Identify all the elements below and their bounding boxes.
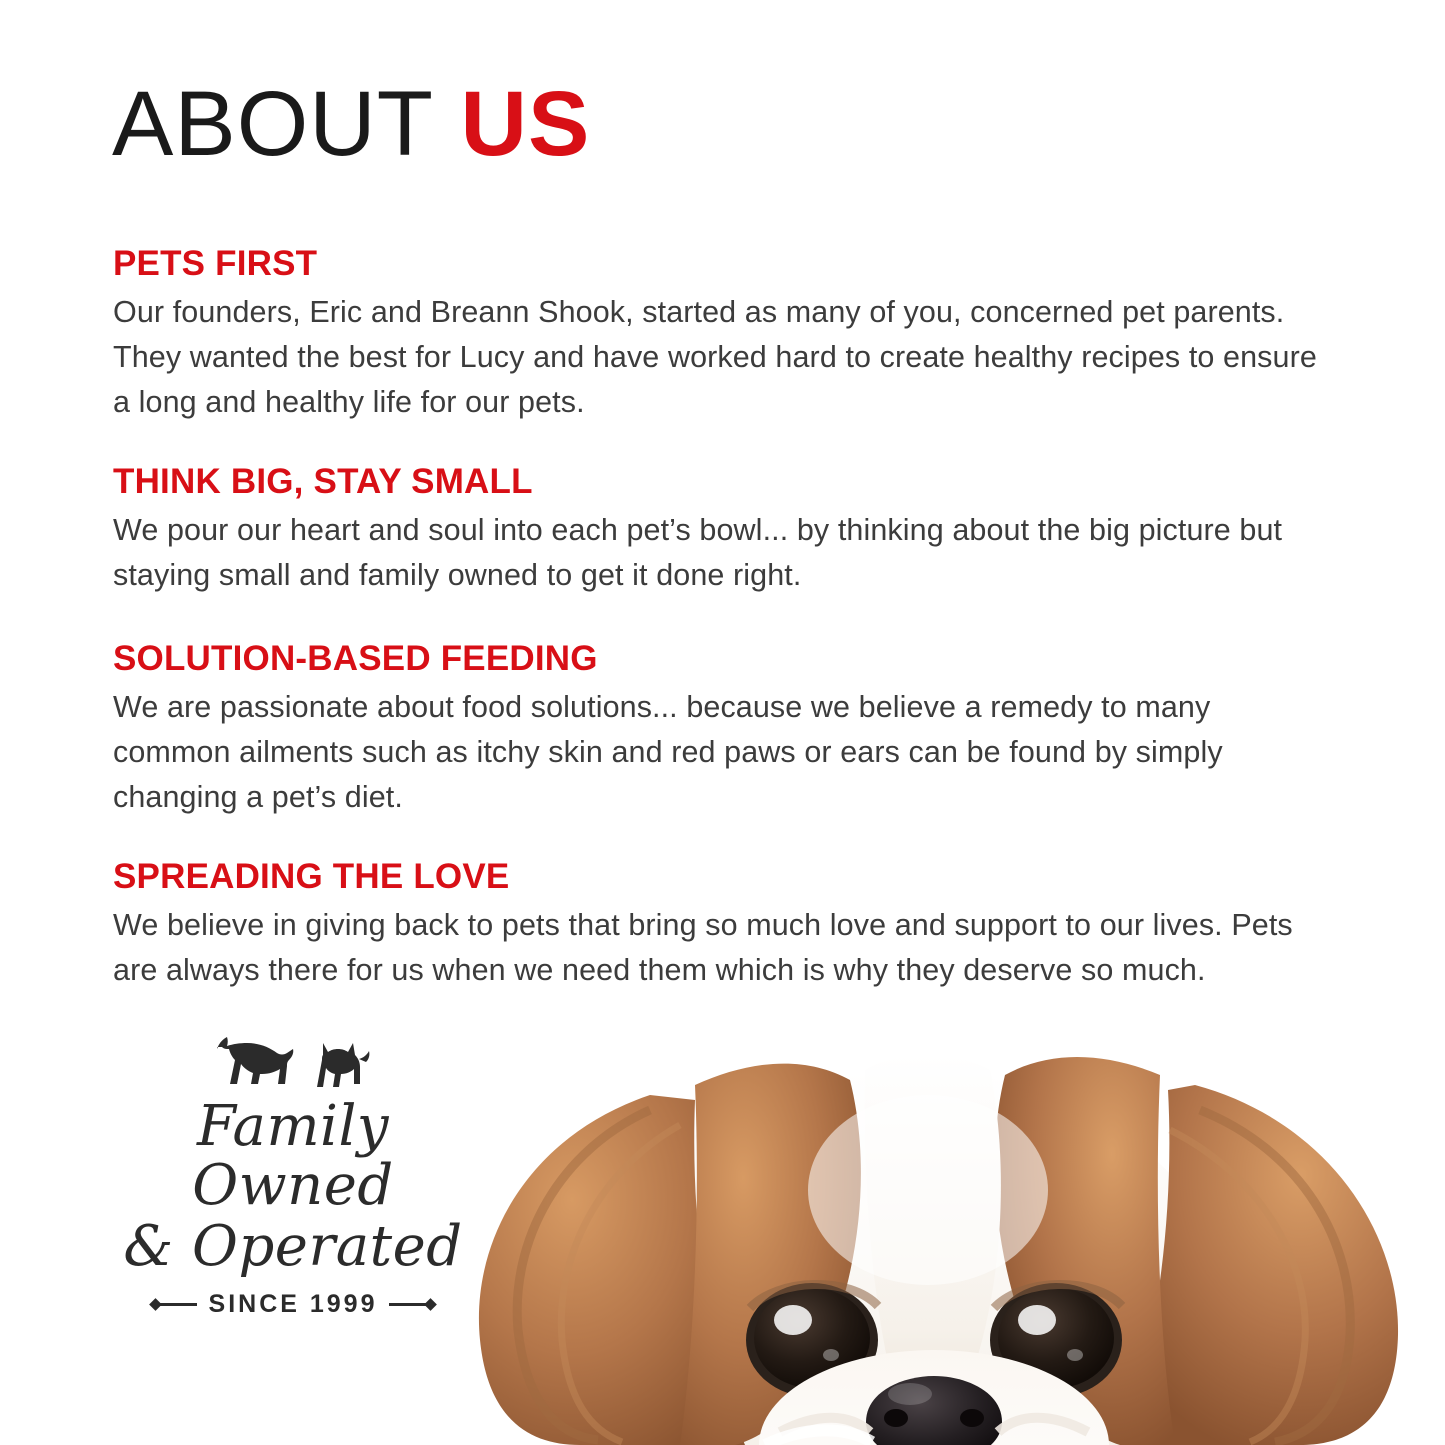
about-sections — [113, 243, 1328, 992]
section-solution-based-feeding — [113, 638, 1328, 820]
section-pets-first — [113, 243, 1328, 425]
section-heading: SPREADING THE LOVE — [113, 856, 510, 896]
section-heading: PETS FIRST — [113, 244, 318, 283]
page-title — [112, 73, 591, 175]
section-heading: SOLUTION-BASED FEEDING — [113, 638, 598, 678]
section-spreading-the-love — [113, 856, 1328, 993]
section-body: Our founders, Eric and Breann Shook, started as many of you, concerned pet parents. They wanted the best for Lucy and have worked hard to create healthy recipes to ensure a long and healthy life for our pets. — [113, 295, 1317, 419]
badge-rule-left — [155, 1303, 197, 1306]
section-body: We believe in giving back to pets that bring so much love and support to our lives. Pets are always there for us when we need them which is why they deserve so much. — [113, 907, 1293, 987]
badge-line-2: & Operated — [123, 1213, 463, 1279]
badge-since-text: SINCE 1999 — [208, 1290, 378, 1319]
section-heading: THINK BIG, STAY SMALL — [113, 461, 533, 501]
badge-line-1: Family Owned — [192, 1094, 394, 1218]
cavalier-king-charles-spaniel-puppy-photo — [350, 1040, 1445, 1445]
section-think-big-stay-small — [113, 461, 1328, 598]
section-body: We pour our heart and soul into each pet’s bowl... by thinking about the big picture but staying small and family owned to get it done right. — [113, 513, 1283, 592]
page-title-us: US — [460, 73, 591, 175]
dog-silhouette-icon — [211, 1035, 303, 1092]
section-body: We are passionate about food solutions... because we believe a remedy to many common ailments such as itchy skin and red paws or ears can be found by simply changing a pet’s diet. — [113, 690, 1223, 814]
page-title-about: ABOUT — [112, 73, 434, 175]
